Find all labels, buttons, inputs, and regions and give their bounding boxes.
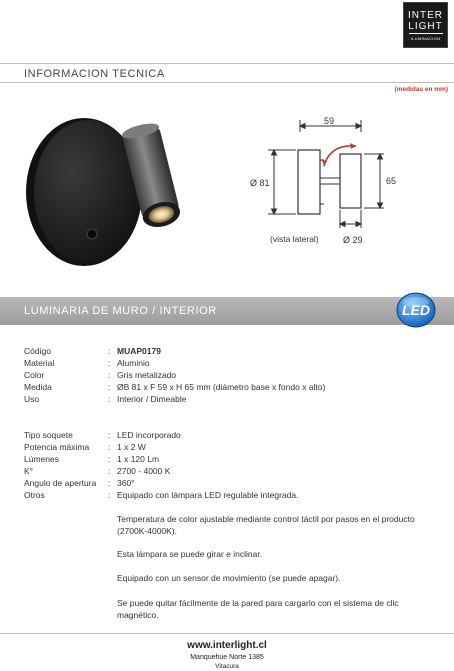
spec-separator: : [108,370,111,380]
sensor-dot [87,229,97,239]
spec-label: Color [24,370,45,380]
divider-tech [0,82,454,83]
spec-value: 1 x 2 W [117,442,146,452]
spec-separator: : [108,358,111,368]
spec-label: Potencia máxima [24,442,90,452]
footer-city: Vitacura [215,663,239,670]
spec-label: Tipo soquete [24,430,73,440]
spec-separator: : [108,442,111,452]
spec-separator: : [108,394,111,404]
note-paragraph: Se puede quitar fácilmente de la pared para cargarlo con el sistema de clic magnético. [117,598,399,620]
category-title: LUMINARIA DE MURO / INTERIOR [24,305,217,317]
brand-logo-line1: INTER [408,9,443,21]
spec-label: Medida [24,382,52,392]
units-note: (medidas en mm) [394,86,448,93]
brand-logo-tagline: ILUMINACION [410,35,441,41]
spec-value: Interior / Dimeable [117,394,187,404]
footer-url[interactable]: www.interlight.cl [187,640,267,651]
spec-value: 360° [117,478,135,488]
side-view-caption: (vista lateral) [270,234,319,244]
note-paragraph: Equipado con un sensor de movimiento (se puede apagar). [117,573,341,583]
spec-label: Código [24,346,51,356]
tech-info-title: INFORMACION TECNICA [24,68,165,80]
note-paragraph: Temperatura de color ajustable mediante control táctil por pasos en el producto (2700K-4000K). [117,514,415,536]
footer-address: Manquehue Norte 1385 [190,654,264,661]
dim-height: 65 [386,176,397,186]
led-badge-text: LED [402,302,430,318]
spec-value: Equipado con lámpara LED regulable integrada. [117,490,299,500]
spec-separator: : [108,466,111,476]
spec-value: ØB 81 x F 59 x H 65 mm (diámetro base x fondo x alto) [117,382,326,392]
dim-head-diameter: Ø 29 [343,235,363,245]
spec-label: Material [24,358,55,368]
spec-separator: : [108,382,111,392]
brand-logo-line2: LIGHT [408,20,443,32]
category-band [0,297,454,325]
product-photo [20,118,210,278]
spec-value: LED incorporado [117,430,181,440]
divider-footer [0,633,454,634]
led-badge-icon [395,292,437,328]
divider-top [0,63,454,64]
spec-value: 1 x 120 Lm [117,454,160,464]
spec-value: MUAP0179 [117,346,161,356]
spec-label: Otros [24,490,45,500]
brand-logo-rule [409,33,443,34]
brand-logo [403,2,448,48]
spec-separator: : [108,430,111,440]
note-paragraph: Esta lámpara se puede girar e inclinar. [117,549,263,559]
spec-separator: : [108,490,111,500]
dim-base-diameter: Ø 81 [250,178,270,188]
spec-separator: : [108,346,111,356]
spec-label: Angulo de apertura [24,478,97,488]
spec-label: Uso [24,394,40,404]
spec-separator: : [108,454,111,464]
spec-label: K° [24,466,34,476]
spec-value: Aluminio [117,358,150,368]
dim-depth: 59 [324,116,335,126]
spec-value: Gris metalizado [117,370,177,380]
spec-value: 2700 - 4000 K [117,466,171,476]
spec-label: Lúmenes [24,454,59,464]
spec-separator: : [108,478,111,488]
